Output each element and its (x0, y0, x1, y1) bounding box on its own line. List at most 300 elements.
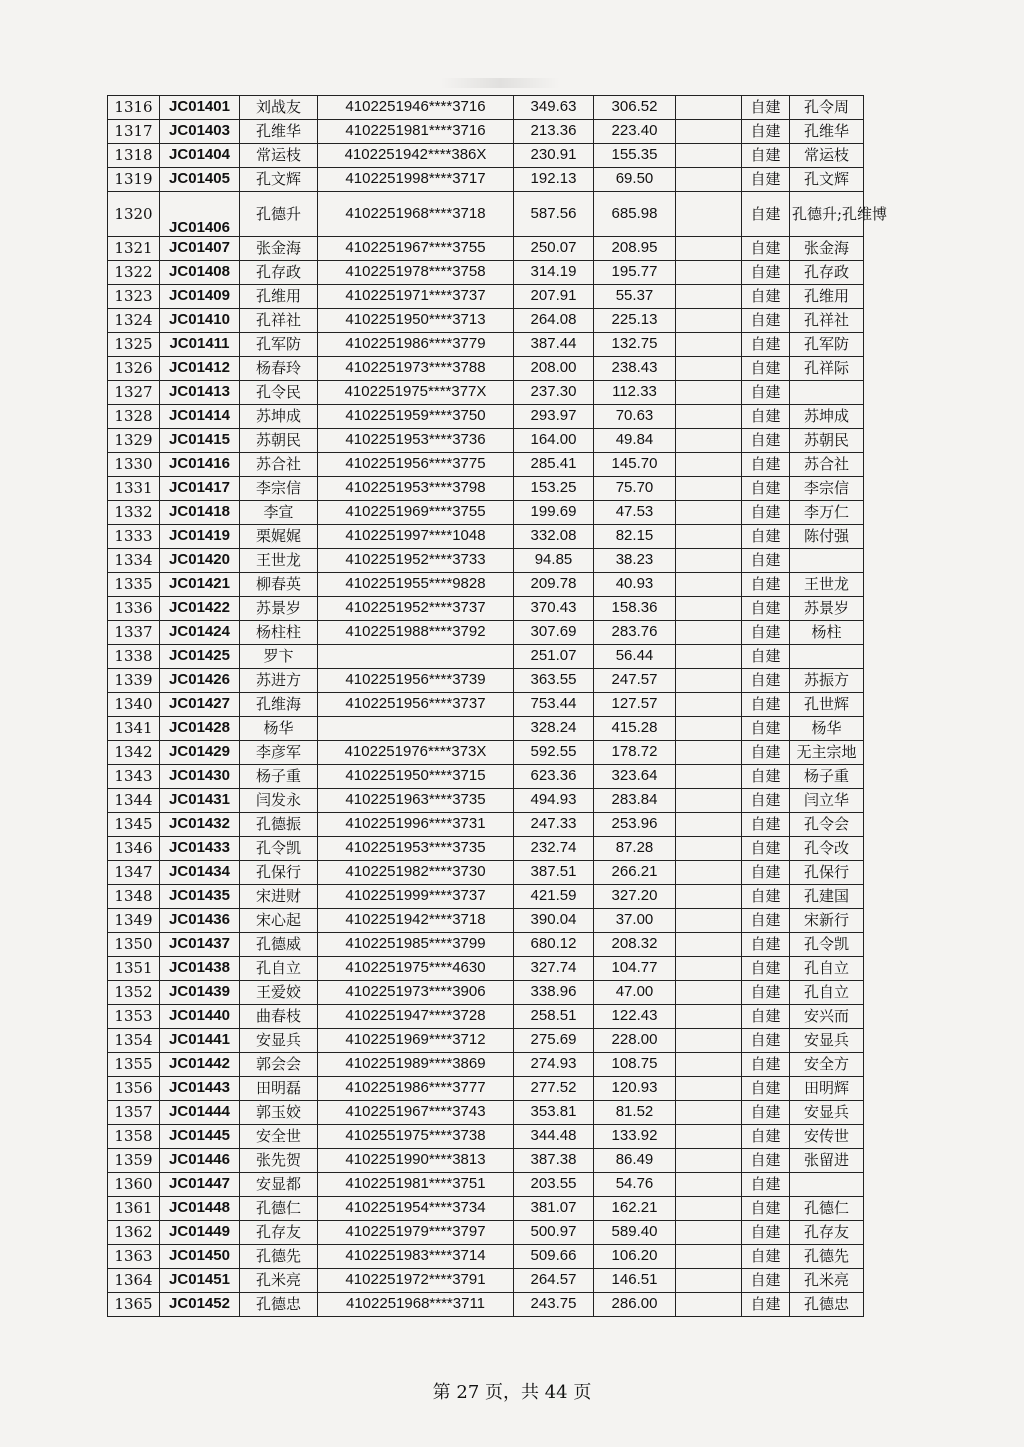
row-blank (676, 573, 742, 597)
row-id-number: 4102251981****3716 (318, 120, 514, 144)
row-seq-number: 1336 (108, 597, 160, 621)
row-area-2: 223.40 (594, 120, 676, 144)
row-type: 自建 (742, 717, 790, 741)
row-name: 刘战友 (240, 96, 318, 120)
row-id-number: 4102251976****373X (318, 741, 514, 765)
row-id-number: 4102251956****3737 (318, 693, 514, 717)
row-parcel-code: JC01427 (160, 693, 240, 717)
row-seq-number: 1349 (108, 909, 160, 933)
row-area-1: 243.75 (514, 1293, 594, 1317)
row-id-number: 4102251955****9828 (318, 573, 514, 597)
row-parcel-code: JC01449 (160, 1221, 240, 1245)
row-owner: 苏坤成 (790, 405, 864, 429)
row-owner: 孔保行 (790, 861, 864, 885)
row-area-1: 587.56 (514, 192, 594, 237)
row-area-2: 323.64 (594, 765, 676, 789)
row-id-number: 4102251998****3717 (318, 168, 514, 192)
row-type: 自建 (742, 501, 790, 525)
table-row (108, 1149, 864, 1173)
row-id-number: 4102251967****3743 (318, 1101, 514, 1125)
row-owner: 孔军防 (790, 333, 864, 357)
row-area-1: 387.38 (514, 1149, 594, 1173)
table-row (108, 120, 864, 144)
row-blank (676, 237, 742, 261)
row-blank (676, 120, 742, 144)
row-area-1: 230.91 (514, 144, 594, 168)
row-blank (676, 192, 742, 237)
row-id-number: 4102251952****3733 (318, 549, 514, 573)
row-blank (676, 381, 742, 405)
row-seq-number: 1365 (108, 1293, 160, 1317)
row-name: 安显都 (240, 1173, 318, 1197)
row-blank (676, 1293, 742, 1317)
row-id-number: 4102251986****3777 (318, 1077, 514, 1101)
row-seq-number: 1346 (108, 837, 160, 861)
row-owner: 孔祥际 (790, 357, 864, 381)
row-blank (676, 261, 742, 285)
row-area-1: 209.78 (514, 573, 594, 597)
row-seq-number: 1364 (108, 1269, 160, 1293)
row-id-number: 4102251999****3737 (318, 885, 514, 909)
row-parcel-code: JC01407 (160, 237, 240, 261)
row-type: 自建 (742, 861, 790, 885)
table-row (108, 645, 864, 669)
row-name: 孔德振 (240, 813, 318, 837)
row-type: 自建 (742, 789, 790, 813)
row-id-number: 4102251996****3731 (318, 813, 514, 837)
row-area-1: 207.91 (514, 285, 594, 309)
row-type: 自建 (742, 669, 790, 693)
row-seq-number: 1351 (108, 957, 160, 981)
row-owner: 孔建国 (790, 885, 864, 909)
row-owner: 无主宗地 (790, 741, 864, 765)
row-id-number: 4102251942****3718 (318, 909, 514, 933)
row-name: 安显兵 (240, 1029, 318, 1053)
row-blank (676, 885, 742, 909)
row-seq-number: 1350 (108, 933, 160, 957)
row-area-2: 82.15 (594, 525, 676, 549)
row-type: 自建 (742, 381, 790, 405)
row-area-1: 293.97 (514, 405, 594, 429)
row-area-2: 145.70 (594, 453, 676, 477)
row-seq-number: 1357 (108, 1101, 160, 1125)
row-seq-number: 1355 (108, 1053, 160, 1077)
row-area-2: 120.93 (594, 1077, 676, 1101)
row-seq-number: 1359 (108, 1149, 160, 1173)
row-seq-number: 1321 (108, 237, 160, 261)
row-name: 孔自立 (240, 957, 318, 981)
row-area-1: 363.55 (514, 669, 594, 693)
row-area-2: 238.43 (594, 357, 676, 381)
table-row (108, 813, 864, 837)
row-parcel-code: JC01438 (160, 957, 240, 981)
row-owner: 孔文辉 (790, 168, 864, 192)
row-blank (676, 405, 742, 429)
scan-artifact (440, 78, 560, 88)
row-type: 自建 (742, 813, 790, 837)
row-owner: 孔令凯 (790, 933, 864, 957)
row-id-number: 4102251973****3906 (318, 981, 514, 1005)
row-name: 李宣 (240, 501, 318, 525)
row-area-1: 314.19 (514, 261, 594, 285)
row-blank (676, 96, 742, 120)
row-owner: 杨柱 (790, 621, 864, 645)
row-blank (676, 813, 742, 837)
row-area-1: 264.57 (514, 1269, 594, 1293)
row-blank (676, 1101, 742, 1125)
table-row (108, 192, 864, 237)
table-row (108, 957, 864, 981)
row-name: 孔德升 (240, 192, 318, 237)
row-blank (676, 453, 742, 477)
row-area-1: 680.12 (514, 933, 594, 957)
row-area-2: 37.00 (594, 909, 676, 933)
row-area-2: 81.52 (594, 1101, 676, 1125)
row-area-2: 253.96 (594, 813, 676, 837)
table-row (108, 144, 864, 168)
row-area-1: 237.30 (514, 381, 594, 405)
row-type: 自建 (742, 741, 790, 765)
row-id-number: 4102251959****3750 (318, 405, 514, 429)
row-area-1: 494.93 (514, 789, 594, 813)
row-parcel-code: JC01421 (160, 573, 240, 597)
table-row (108, 1269, 864, 1293)
row-type: 自建 (742, 309, 790, 333)
table-row (108, 1029, 864, 1053)
row-owner: 安传世 (790, 1125, 864, 1149)
table-row (108, 597, 864, 621)
row-id-number: 4102251975****4630 (318, 957, 514, 981)
row-type: 自建 (742, 477, 790, 501)
row-parcel-code: JC01437 (160, 933, 240, 957)
table-row (108, 285, 864, 309)
row-id-number: 4102251986****3779 (318, 333, 514, 357)
row-seq-number: 1352 (108, 981, 160, 1005)
row-blank (676, 477, 742, 501)
row-area-1: 328.24 (514, 717, 594, 741)
row-area-2: 55.37 (594, 285, 676, 309)
row-owner: 孔世辉 (790, 693, 864, 717)
table-row (108, 885, 864, 909)
row-name: 郭会会 (240, 1053, 318, 1077)
row-id-number: 4102251953****3798 (318, 477, 514, 501)
row-parcel-code: JC01405 (160, 168, 240, 192)
table-row (108, 525, 864, 549)
row-owner: 李万仁 (790, 501, 864, 525)
row-parcel-code: JC01404 (160, 144, 240, 168)
row-owner (790, 645, 864, 669)
table-row (108, 837, 864, 861)
row-area-1: 213.36 (514, 120, 594, 144)
row-blank (676, 1221, 742, 1245)
row-owner: 安兴而 (790, 1005, 864, 1029)
row-seq-number: 1358 (108, 1125, 160, 1149)
row-owner: 苏合社 (790, 453, 864, 477)
row-area-2: 104.77 (594, 957, 676, 981)
row-seq-number: 1331 (108, 477, 160, 501)
row-owner: 孔令会 (790, 813, 864, 837)
row-seq-number: 1347 (108, 861, 160, 885)
row-area-2: 38.23 (594, 549, 676, 573)
row-area-1: 258.51 (514, 1005, 594, 1029)
row-blank (676, 309, 742, 333)
table-row (108, 96, 864, 120)
row-name: 孔令凯 (240, 837, 318, 861)
row-area-2: 228.00 (594, 1029, 676, 1053)
row-name: 田明磊 (240, 1077, 318, 1101)
row-area-1: 381.07 (514, 1197, 594, 1221)
row-blank (676, 717, 742, 741)
row-seq-number: 1329 (108, 429, 160, 453)
row-area-1: 387.51 (514, 861, 594, 885)
row-owner: 苏景岁 (790, 597, 864, 621)
row-owner (790, 549, 864, 573)
row-area-1: 208.00 (514, 357, 594, 381)
row-area-1: 387.44 (514, 333, 594, 357)
row-parcel-code: JC01441 (160, 1029, 240, 1053)
row-type: 自建 (742, 144, 790, 168)
row-area-1: 247.33 (514, 813, 594, 837)
row-owner: 孔存政 (790, 261, 864, 285)
row-owner: 孔令改 (790, 837, 864, 861)
row-type: 自建 (742, 192, 790, 237)
table-row (108, 405, 864, 429)
row-area-1: 307.69 (514, 621, 594, 645)
row-name: 苏进方 (240, 669, 318, 693)
row-owner: 孔祥社 (790, 309, 864, 333)
row-type: 自建 (742, 525, 790, 549)
row-seq-number: 1361 (108, 1197, 160, 1221)
row-name: 孔德威 (240, 933, 318, 957)
row-area-1: 509.66 (514, 1245, 594, 1269)
row-name: 柳春英 (240, 573, 318, 597)
row-id-number: 4102251950****3713 (318, 309, 514, 333)
table-row (108, 981, 864, 1005)
row-area-2: 283.84 (594, 789, 676, 813)
row-seq-number: 1325 (108, 333, 160, 357)
row-parcel-code: JC01420 (160, 549, 240, 573)
table-row (108, 1077, 864, 1101)
table-row (108, 669, 864, 693)
row-area-1: 344.48 (514, 1125, 594, 1149)
row-id-number (318, 645, 514, 669)
row-name: 安全世 (240, 1125, 318, 1149)
row-parcel-code: JC01414 (160, 405, 240, 429)
row-owner: 苏振方 (790, 669, 864, 693)
row-type: 自建 (742, 1077, 790, 1101)
row-seq-number: 1340 (108, 693, 160, 717)
row-id-number: 4102251973****3788 (318, 357, 514, 381)
row-area-2: 69.50 (594, 168, 676, 192)
row-blank (676, 549, 742, 573)
row-id-number: 4102251988****3792 (318, 621, 514, 645)
row-parcel-code: JC01413 (160, 381, 240, 405)
row-blank (676, 1245, 742, 1269)
row-seq-number: 1323 (108, 285, 160, 309)
row-type: 自建 (742, 1269, 790, 1293)
table-row (108, 693, 864, 717)
row-type: 自建 (742, 981, 790, 1005)
table-row (108, 933, 864, 957)
row-seq-number: 1338 (108, 645, 160, 669)
row-seq-number: 1332 (108, 501, 160, 525)
row-type: 自建 (742, 1149, 790, 1173)
row-id-number: 4102251954****3734 (318, 1197, 514, 1221)
row-name: 张金海 (240, 237, 318, 261)
row-area-1: 349.63 (514, 96, 594, 120)
row-seq-number: 1333 (108, 525, 160, 549)
row-seq-number: 1328 (108, 405, 160, 429)
row-id-number: 4102251950****3715 (318, 765, 514, 789)
row-type: 自建 (742, 957, 790, 981)
page-footer: 第 27 页，共 44 页 (432, 1382, 592, 1403)
row-owner: 张留进 (790, 1149, 864, 1173)
row-id-number: 4102251997****1048 (318, 525, 514, 549)
row-blank (676, 933, 742, 957)
row-parcel-code: JC01433 (160, 837, 240, 861)
row-parcel-code: JC01408 (160, 261, 240, 285)
row-name: 孔米亮 (240, 1269, 318, 1293)
row-seq-number: 1363 (108, 1245, 160, 1269)
row-seq-number: 1319 (108, 168, 160, 192)
row-blank (676, 1029, 742, 1053)
row-id-number: 4102251956****3775 (318, 453, 514, 477)
row-parcel-code: JC01426 (160, 669, 240, 693)
row-parcel-code: JC01447 (160, 1173, 240, 1197)
row-type: 自建 (742, 261, 790, 285)
row-blank (676, 597, 742, 621)
row-name: 王世龙 (240, 549, 318, 573)
row-seq-number: 1343 (108, 765, 160, 789)
row-type: 自建 (742, 1221, 790, 1245)
row-id-number: 4102251983****3714 (318, 1245, 514, 1269)
row-id-number: 4102251972****3791 (318, 1269, 514, 1293)
row-area-2: 327.20 (594, 885, 676, 909)
row-owner: 苏朝民 (790, 429, 864, 453)
row-name: 杨柱柱 (240, 621, 318, 645)
row-parcel-code: JC01429 (160, 741, 240, 765)
row-id-number: 4102251982****3730 (318, 861, 514, 885)
row-area-1: 250.07 (514, 237, 594, 261)
row-seq-number: 1334 (108, 549, 160, 573)
row-area-1: 753.44 (514, 693, 594, 717)
row-parcel-code: JC01434 (160, 861, 240, 885)
row-name: 闫发永 (240, 789, 318, 813)
row-area-2: 208.32 (594, 933, 676, 957)
row-area-2: 225.13 (594, 309, 676, 333)
row-area-2: 155.35 (594, 144, 676, 168)
row-owner: 陈付强 (790, 525, 864, 549)
row-id-number: 4102251985****3799 (318, 933, 514, 957)
row-name: 孔德仁 (240, 1197, 318, 1221)
table-row (108, 333, 864, 357)
table-row (108, 765, 864, 789)
row-area-2: 40.93 (594, 573, 676, 597)
row-seq-number: 1316 (108, 96, 160, 120)
row-area-1: 199.69 (514, 501, 594, 525)
row-area-1: 338.96 (514, 981, 594, 1005)
row-id-number: 4102251942****386X (318, 144, 514, 168)
row-area-1: 623.36 (514, 765, 594, 789)
row-owner: 孔米亮 (790, 1269, 864, 1293)
row-owner: 安显兵 (790, 1101, 864, 1125)
row-blank (676, 621, 742, 645)
row-blank (676, 837, 742, 861)
row-id-number: 4102251971****3737 (318, 285, 514, 309)
row-blank (676, 957, 742, 981)
table-row (108, 1053, 864, 1077)
row-type: 自建 (742, 909, 790, 933)
row-seq-number: 1326 (108, 357, 160, 381)
row-seq-number: 1354 (108, 1029, 160, 1053)
row-area-2: 47.00 (594, 981, 676, 1005)
row-parcel-code: JC01445 (160, 1125, 240, 1149)
row-seq-number: 1337 (108, 621, 160, 645)
row-seq-number: 1360 (108, 1173, 160, 1197)
row-blank (676, 765, 742, 789)
row-blank (676, 861, 742, 885)
row-parcel-code: JC01430 (160, 765, 240, 789)
table-row (108, 909, 864, 933)
row-parcel-code: JC01436 (160, 909, 240, 933)
row-name: 孔维华 (240, 120, 318, 144)
row-owner: 孔德先 (790, 1245, 864, 1269)
row-area-1: 153.25 (514, 477, 594, 501)
row-blank (676, 333, 742, 357)
row-id-number: 4102251990****3813 (318, 1149, 514, 1173)
row-name: 宋心起 (240, 909, 318, 933)
table-row (108, 357, 864, 381)
row-area-2: 75.70 (594, 477, 676, 501)
row-type: 自建 (742, 645, 790, 669)
row-blank (676, 909, 742, 933)
row-owner (790, 381, 864, 405)
row-area-1: 203.55 (514, 1173, 594, 1197)
row-area-2: 158.36 (594, 597, 676, 621)
row-name: 孔存友 (240, 1221, 318, 1245)
row-parcel-code: JC01419 (160, 525, 240, 549)
row-id-number: 4102251967****3755 (318, 237, 514, 261)
table-row (108, 453, 864, 477)
row-parcel-code: JC01446 (160, 1149, 240, 1173)
row-type: 自建 (742, 1125, 790, 1149)
row-area-2: 286.00 (594, 1293, 676, 1317)
row-blank (676, 285, 742, 309)
table-row (108, 717, 864, 741)
row-name: 常运枝 (240, 144, 318, 168)
row-area-2: 106.20 (594, 1245, 676, 1269)
row-area-2: 133.92 (594, 1125, 676, 1149)
row-parcel-code: JC01431 (160, 789, 240, 813)
row-blank (676, 357, 742, 381)
row-name: 苏朝民 (240, 429, 318, 453)
row-id-number: 4102251953****3735 (318, 837, 514, 861)
table-row (108, 1005, 864, 1029)
row-parcel-code: JC01432 (160, 813, 240, 837)
row-owner: 张金海 (790, 237, 864, 261)
row-seq-number: 1348 (108, 885, 160, 909)
row-area-2: 162.21 (594, 1197, 676, 1221)
table-row (108, 861, 864, 885)
table-body (108, 96, 888, 1317)
table-row (108, 741, 864, 765)
row-area-2: 178.72 (594, 741, 676, 765)
table-row (108, 573, 864, 597)
table-row (108, 549, 864, 573)
row-name: 罗卞 (240, 645, 318, 669)
row-id-number: 4102251969****3712 (318, 1029, 514, 1053)
row-type: 自建 (742, 333, 790, 357)
